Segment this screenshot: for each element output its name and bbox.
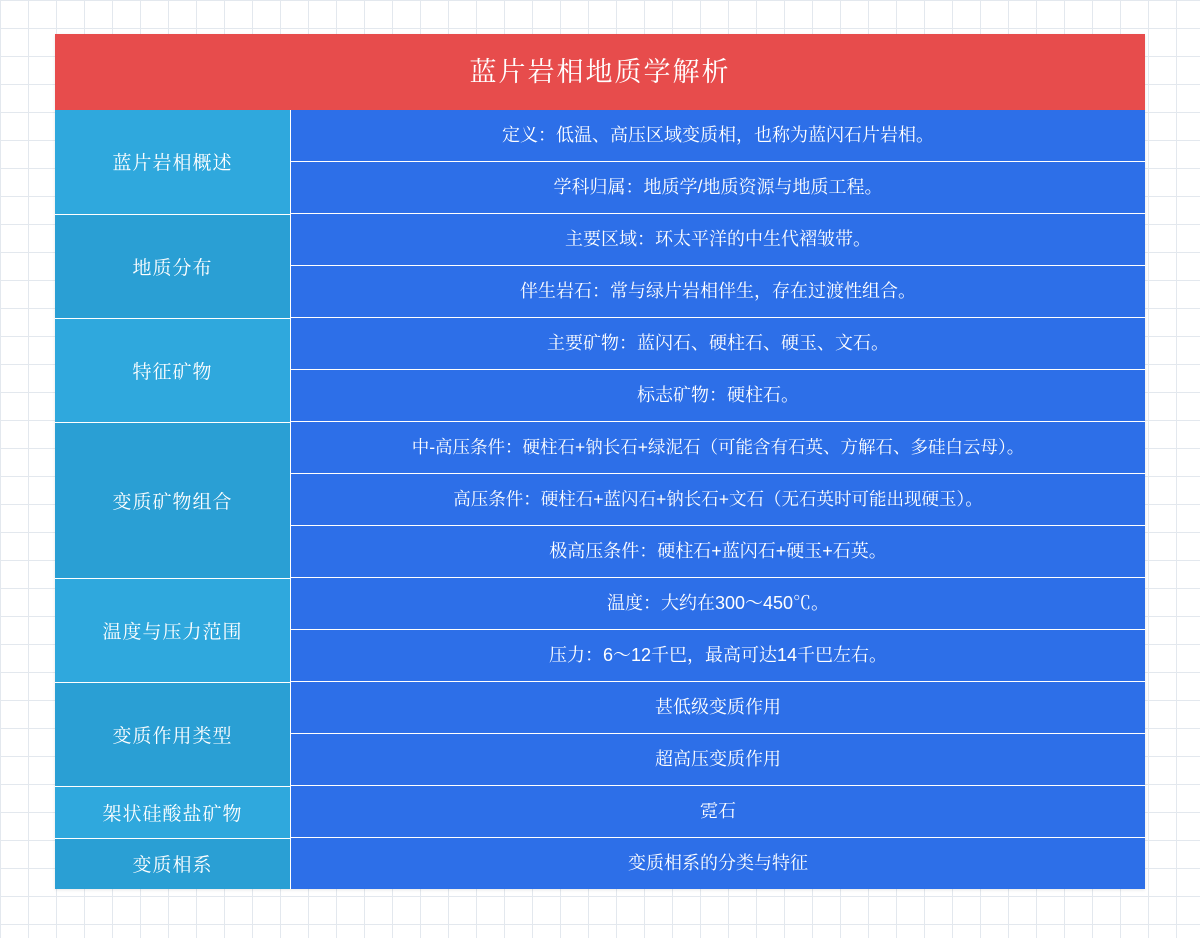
category-cell: 地质分布 [55,214,291,318]
detail-item: 主要区域：环太平洋的中生代褶皱带。 [291,214,1145,266]
detail-item: 霓石 [291,786,1145,838]
category-cell: 变质作用类型 [55,682,291,786]
detail-item: 极高压条件：硬柱石+蓝闪石+硬玉+石英。 [291,526,1145,578]
table-grid [55,110,1145,889]
table-row [55,578,1145,682]
detail-item: 中-高压条件：硬柱石+钠长石+绿泥石（可能含有石英、方解石、多硅白云母）。 [291,422,1145,474]
detail-stack [291,110,1146,214]
detail-item: 主要矿物：蓝闪石、硬柱石、硬玉、文石。 [291,318,1145,370]
detail-item: 高压条件：硬柱石+蓝闪石+钠长石+文石（无石英时可能出现硬玉）。 [291,474,1145,526]
category-cell: 变质相系 [55,838,291,889]
detail-item: 温度：大约在300～450℃。 [291,578,1145,630]
detail-item: 定义：低温、高压区域变质相，也称为蓝闪石片岩相。 [291,110,1145,162]
detail-item: 超高压变质作用 [291,734,1145,786]
detail-stack [291,838,1146,889]
table-row [55,422,1145,578]
detail-stack [291,578,1146,682]
page-title: 蓝片岩相地质学解析 [55,34,1145,110]
table-row [55,110,1145,214]
category-cell: 架状硅酸盐矿物 [55,786,291,838]
table-row [55,214,1145,318]
detail-item: 伴生岩石：常与绿片岩相伴生，存在过渡性组合。 [291,266,1145,318]
category-cell: 变质矿物组合 [55,422,291,578]
detail-stack [291,786,1146,838]
detail-item: 变质相系的分类与特征 [291,838,1145,889]
detail-item: 学科归属：地质学/地质资源与地质工程。 [291,162,1145,214]
category-cell: 温度与压力范围 [55,578,291,682]
table-row [55,318,1145,422]
table-row [55,682,1145,786]
table-row [55,838,1145,889]
info-table [55,34,1145,889]
detail-stack [291,318,1146,422]
table-row [55,786,1145,838]
detail-stack [291,214,1146,318]
category-cell: 蓝片岩相概述 [55,110,291,214]
detail-stack [291,682,1146,786]
detail-item: 压力：6～12千巴，最高可达14千巴左右。 [291,630,1145,682]
detail-stack [291,422,1146,578]
category-cell: 特征矿物 [55,318,291,422]
detail-item: 甚低级变质作用 [291,682,1145,734]
detail-item: 标志矿物：硬柱石。 [291,370,1145,422]
